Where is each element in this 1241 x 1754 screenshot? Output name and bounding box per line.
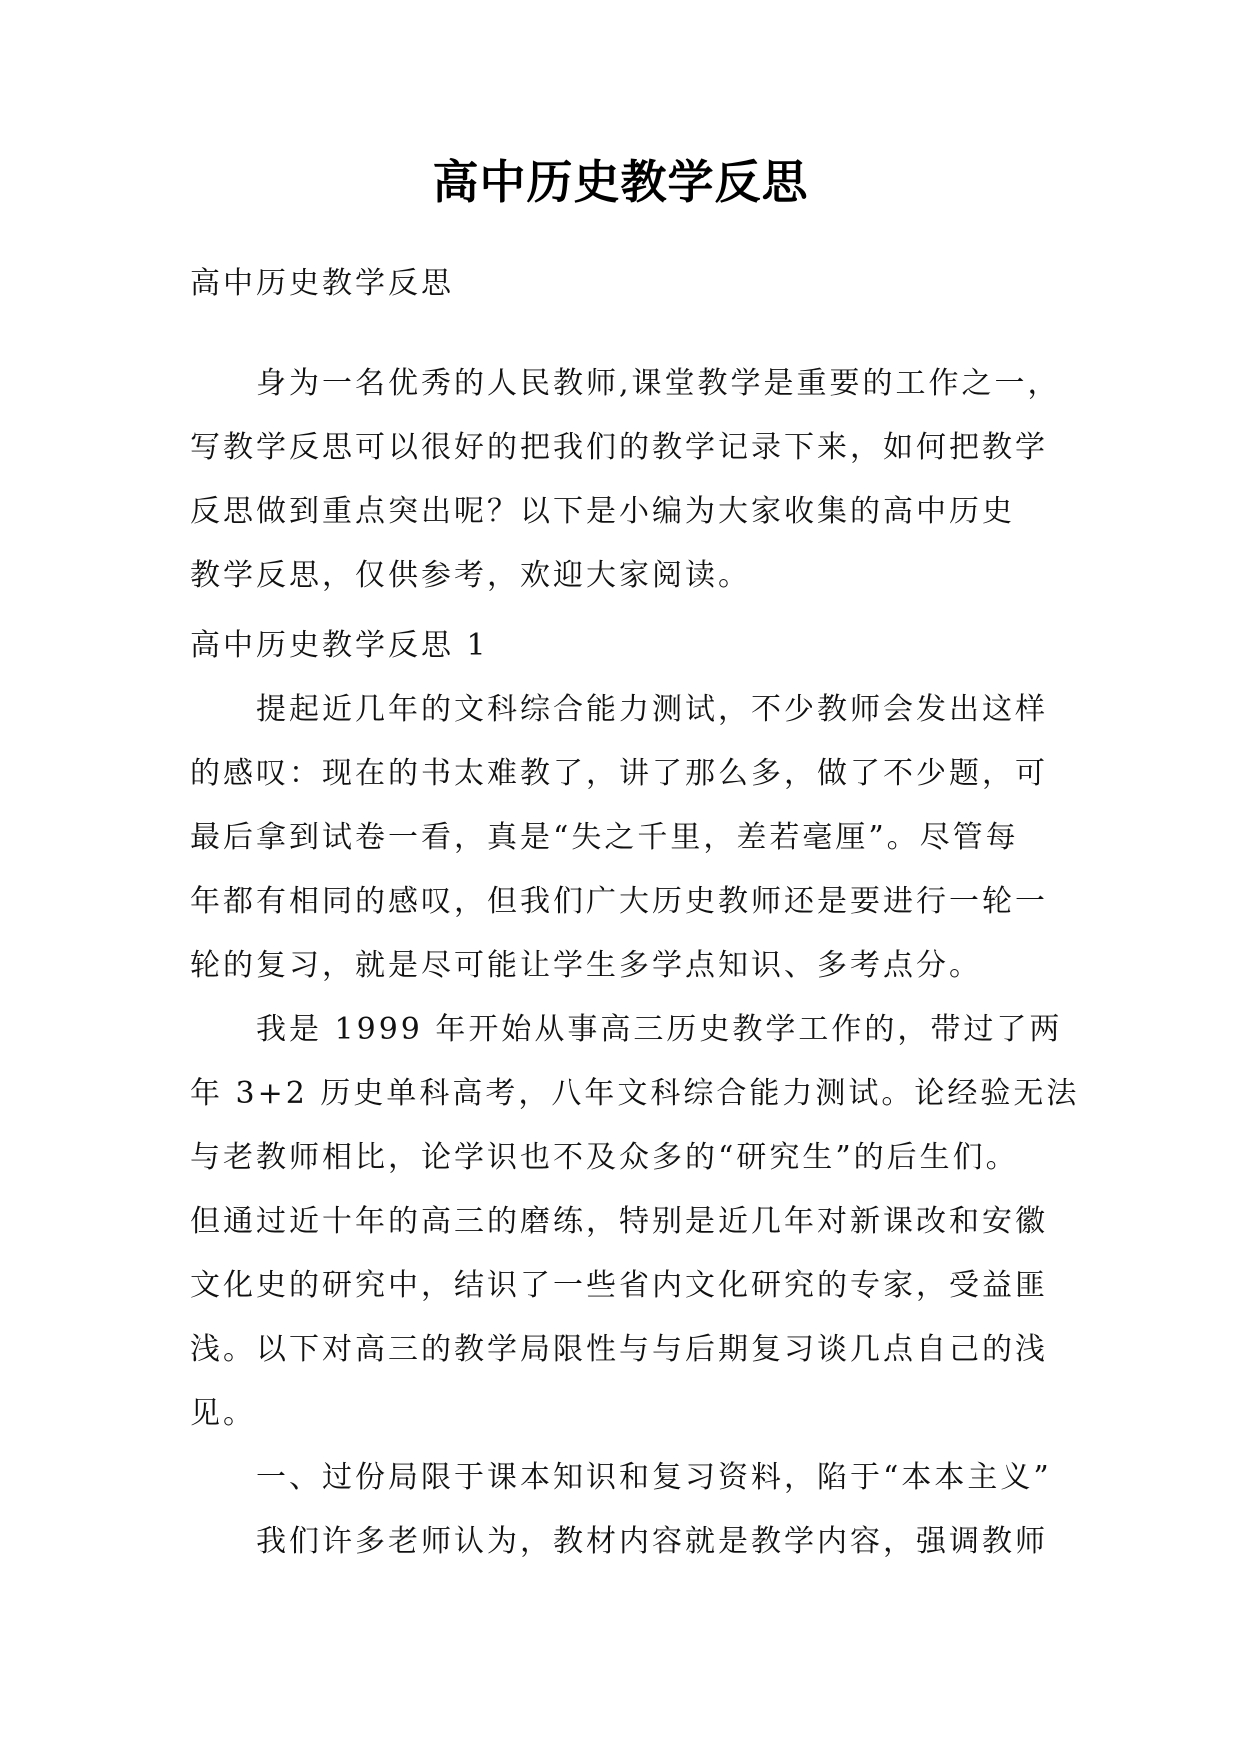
paragraph-line: 文化史的研究中，结识了一些省内文化研究的专家，受益匪	[190, 1268, 1048, 1303]
section-1	[190, 614, 1080, 1574]
paragraph-line: 反思做到重点突出呢？以下是小编为大家收集的高中历史	[190, 494, 1015, 529]
paragraph-line: 轮的复习，就是尽可能让学生多学点知识、多考点分。	[190, 948, 982, 983]
paragraph-line: 我们许多老师认为，教材内容就是教学内容，强调教师	[256, 1524, 1048, 1559]
document-subtitle-block	[190, 252, 1050, 316]
paragraph-line: 提起近几年的文科综合能力测试，不少教师会发出这样	[256, 692, 1048, 727]
paragraph-line: 但通过近十年的高三的磨练，特别是近几年对新课改和安徽	[190, 1204, 1048, 1239]
paragraph-line: 的感叹：现在的书太难教了，讲了那么多，做了不少题，可	[190, 756, 1048, 791]
paragraph-line: 年都有相同的感叹，但我们广大历史教师还是要进行一轮一	[190, 884, 1048, 919]
paragraph-line: 与老教师相比，论学识也不及众多的“研究生”的后生们。	[190, 1140, 1019, 1175]
paragraph-line: 最后拿到试卷一看，真是“失之千里，差若毫厘”。尽管每	[190, 820, 1019, 855]
paragraph-line: 身为一名优秀的人民教师,课堂教学是重要的工作之一，	[256, 366, 1061, 401]
section-heading: 高中历史教学反思 1	[190, 628, 489, 663]
paragraph-line: 见。	[190, 1396, 256, 1431]
document-title: 高中历史教学反思	[432, 155, 809, 209]
paragraph-line: 教学反思，仅供参考，欢迎大家阅读。	[190, 558, 751, 593]
paragraph-line: 浅。以下对高三的教学局限性与与后期复习谈几点自己的浅	[190, 1332, 1048, 1367]
document-subtitle: 高中历史教学反思	[190, 266, 454, 301]
intro-paragraph	[190, 352, 1061, 608]
point-heading: 一、过份局限于课本知识和复习资料，陷于“本本主义”	[256, 1460, 1052, 1495]
paragraph-line: 年 3+2 历史单科高考，八年文科综合能力测试。论经验无法	[190, 1076, 1080, 1111]
paragraph-line: 写教学反思可以很好的把我们的教学记录下来，如何把教学	[190, 430, 1048, 465]
paragraph-line: 我是 1999 年开始从事高三历史教学工作的，带过了两	[256, 1012, 1063, 1047]
